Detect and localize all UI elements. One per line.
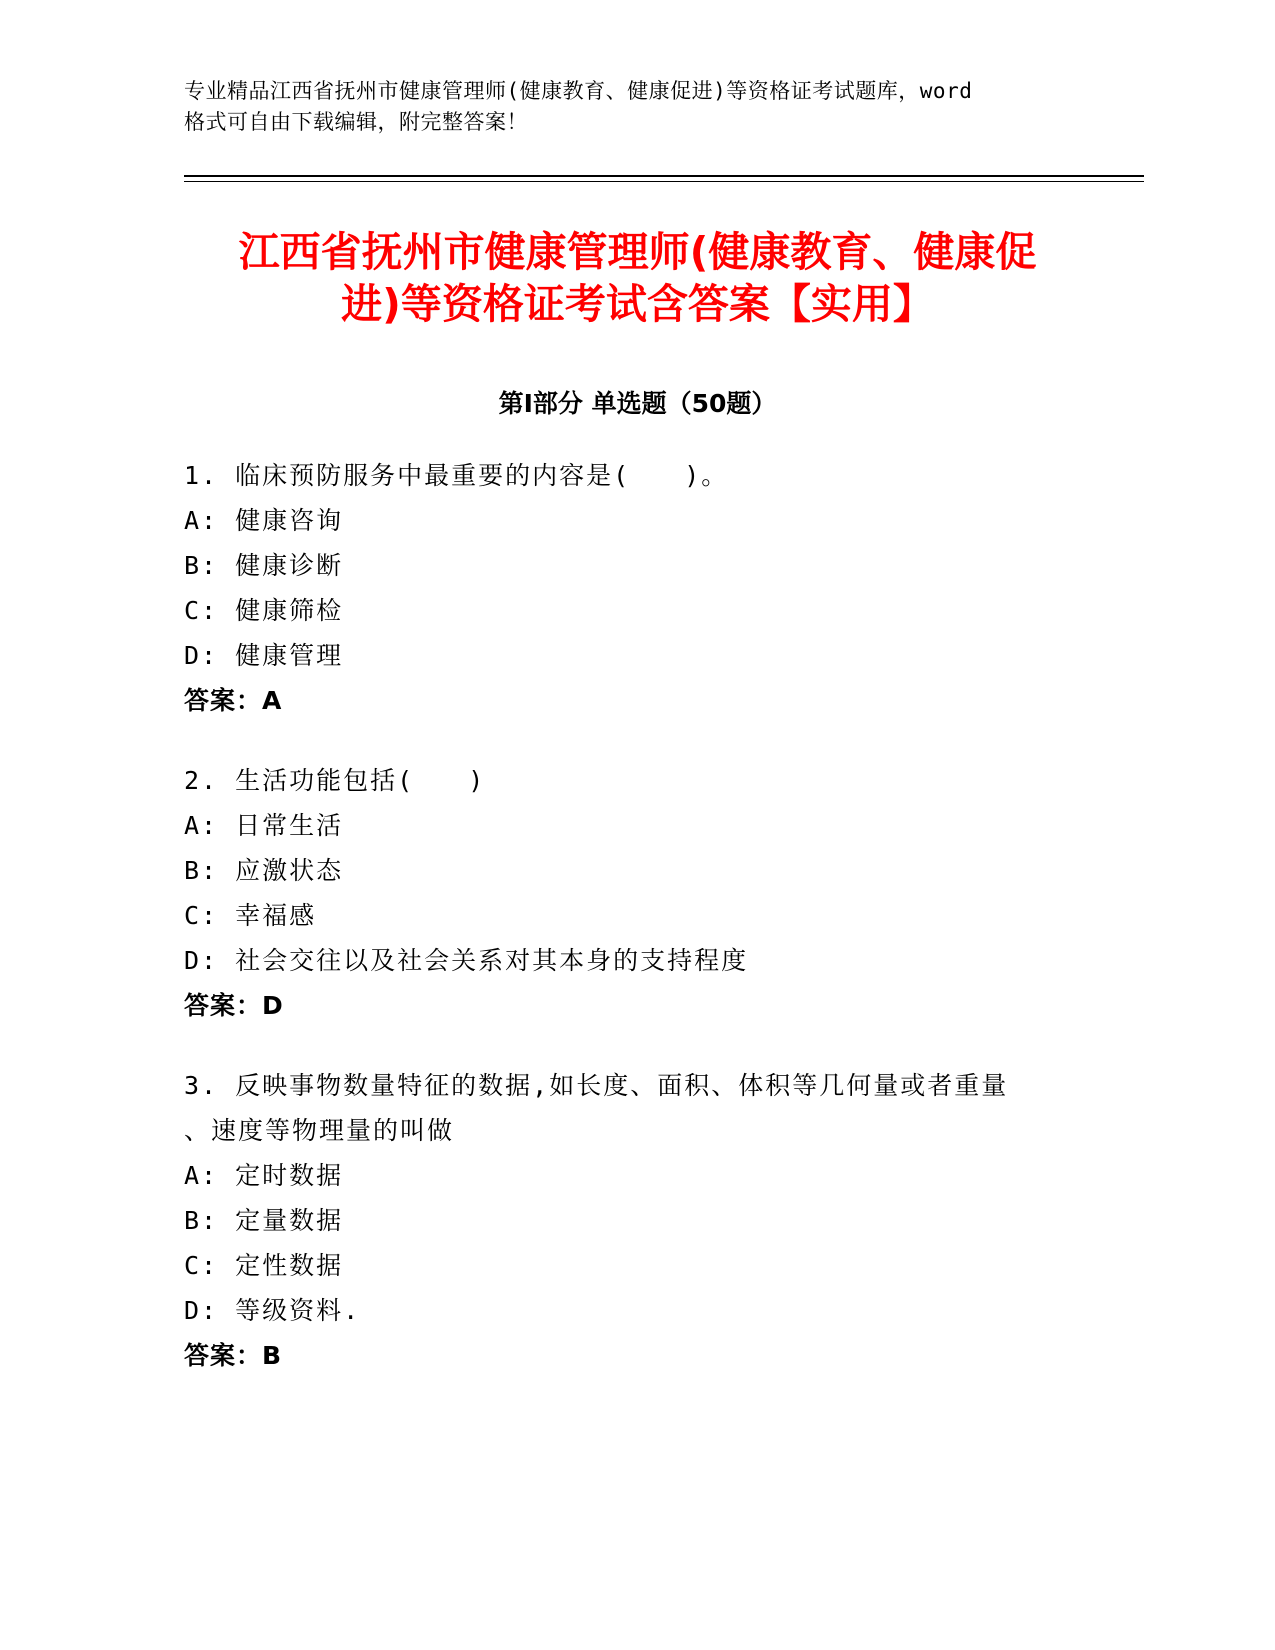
question-2 [184, 758, 1084, 1028]
option-d: D: 社会交往以及社会关系对其本身的支持程度 [184, 946, 749, 975]
option-b: B: 健康诊断 [184, 551, 344, 580]
title-line-1: 江西省抚州市健康管理师(健康教育、健康促 [238, 228, 1037, 276]
option-b: B: 定量数据 [184, 1206, 344, 1235]
header-line-1: 专业精品江西省抚州市健康管理师(健康教育、健康促进)等资格证考试题库，word [184, 79, 973, 103]
title-line-2: 进)等资格证考试含答案【实用】 [341, 280, 934, 328]
question-stem: 2. 生活功能包括( ) [184, 766, 486, 795]
option-b: B: 应激状态 [184, 856, 344, 885]
document-header [184, 76, 1084, 138]
question-stem: 3. 反映事物数量特征的数据,如长度、面积、体积等几何量或者重量 [184, 1071, 1009, 1100]
header-line-2: 格式可自由下载编辑，附完整答案！ [184, 110, 528, 134]
section-heading: 第Ⅰ部分 单选题（50题） [498, 389, 777, 418]
answer: 答案：D [184, 991, 284, 1020]
option-a: A: 日常生活 [184, 811, 344, 840]
question-3 [184, 1063, 1084, 1378]
option-c: C: 健康筛检 [184, 596, 344, 625]
answer: 答案：A [184, 686, 283, 715]
header-divider-thin [184, 181, 1144, 182]
option-d: D: 健康管理 [184, 641, 344, 670]
question-stem: 1. 临床预防服务中最重要的内容是( )。 [184, 461, 729, 490]
option-a: A: 定时数据 [184, 1161, 344, 1190]
option-a: A: 健康咨询 [184, 506, 344, 535]
option-c: C: 定性数据 [184, 1251, 344, 1280]
question-stem-continued: 、速度等物理量的叫做 [184, 1116, 455, 1145]
option-d: D: 等级资料. [184, 1296, 361, 1325]
question-1 [184, 453, 1084, 723]
header-divider-thick [184, 175, 1144, 177]
answer: 答案：B [184, 1341, 283, 1370]
option-c: C: 幸福感 [184, 901, 317, 930]
document-title [150, 226, 1125, 330]
